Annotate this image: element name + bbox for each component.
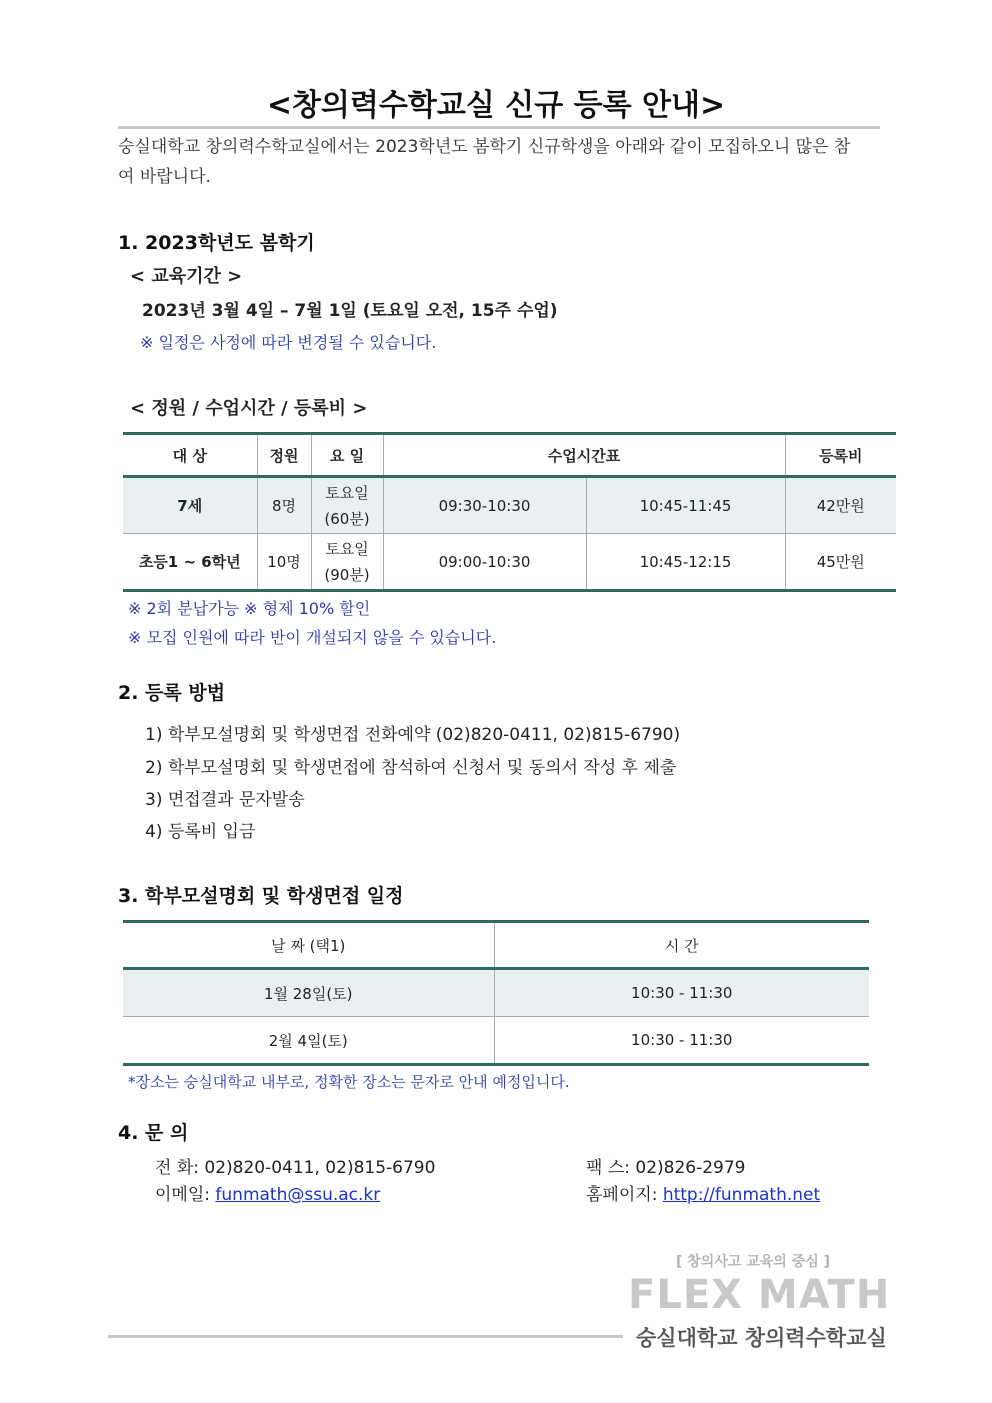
- header-target: 대 상: [123, 434, 257, 477]
- fax-value: 02)826-2979: [635, 1158, 746, 1178]
- cell-date: 2월 4일(토): [123, 1017, 494, 1065]
- fax-row: [586, 1153, 746, 1178]
- cell-fee: 42만원: [785, 477, 896, 534]
- cell-capacity: 8명: [257, 477, 311, 534]
- duration-text: (90분): [324, 565, 370, 584]
- phone-row: [155, 1153, 435, 1178]
- day-text: 토요일: [325, 483, 369, 502]
- interview-table: [123, 920, 869, 1066]
- phone-value: 02)820-0411, 02)815-6790: [204, 1158, 436, 1178]
- table-row: [123, 1017, 869, 1065]
- schedule-table: [123, 432, 896, 592]
- phone-label: 전 화:: [155, 1158, 199, 1178]
- day-text: 토요일: [325, 539, 369, 558]
- homepage-label: 홈페이지:: [586, 1185, 658, 1205]
- step-item: 3) 면접결과 문자발송: [145, 790, 305, 810]
- period-text: 2023년 3월 4일 – 7월 1일 (토요일 오전, 15주 수업): [142, 301, 558, 321]
- step-item: 4) 등록비 입금: [145, 822, 256, 842]
- step-item: 2) 학부모설명회 및 학생면접에 참석하여 신청서 및 동의서 작성 후 제출: [145, 758, 677, 778]
- duration-text: (60분): [324, 509, 370, 528]
- header-time: 시 간: [494, 922, 869, 969]
- header-timetable: 수업시간표: [383, 434, 785, 477]
- homepage-link[interactable]: http://funmath.net: [662, 1185, 821, 1205]
- cell-date: 1월 28일(토): [123, 969, 494, 1017]
- intro-paragraph: 숭실대학교 창의력수학교실에서는 2023학년도 봄학기 신규학생을 아래와 같이 모집하오니 많은 참여 바랍니다.: [118, 137, 851, 187]
- cell-target: 초등1 ~ 6학년: [123, 534, 257, 591]
- logo-brand: FLEX MATH: [628, 1272, 891, 1318]
- footer-divider: [108, 1335, 623, 1338]
- period-note: ※ 일정은 사정에 따라 변경될 수 있습니다.: [140, 333, 437, 352]
- email-link[interactable]: funmath@ssu.ac.kr: [215, 1185, 381, 1205]
- location-note: *장소는 숭실대학교 내부로, 정확한 장소는 문자로 안내 예정입니다.: [128, 1073, 570, 1091]
- section4-heading: 4. 문 의: [118, 1122, 189, 1144]
- cell-day: [311, 534, 383, 591]
- cell-time2: 10:45-12:15: [586, 534, 785, 591]
- logo-org: 숭실대학교 창의력수학교실: [636, 1326, 887, 1350]
- cell-day: [311, 477, 383, 534]
- email-label: 이메일:: [155, 1185, 210, 1205]
- title-divider: [118, 126, 880, 129]
- homepage-row: [586, 1180, 820, 1205]
- header-capacity: 정원: [257, 434, 311, 477]
- fax-label: 팩 스:: [586, 1158, 630, 1178]
- cell-time: 10:30 - 11:30: [494, 969, 869, 1017]
- section2-heading: 2. 등록 방법: [118, 682, 226, 704]
- capacity-label: < 정원 / 수업시간 / 등록비 >: [130, 398, 368, 419]
- email-row: [155, 1180, 380, 1205]
- logo-tagline: [ 창의사고 교육의 중심 ]: [676, 1254, 831, 1270]
- cell-time: 10:30 - 11:30: [494, 1017, 869, 1065]
- header-fee: 등록비: [785, 434, 896, 477]
- discount-note: ※ 2회 분납가능 ※ 형제 10% 할인: [128, 599, 371, 618]
- cell-time1: 09:00-10:30: [383, 534, 586, 591]
- step-item: 1) 학부모설명회 및 학생면접 전화예약 (02)820-0411, 02)815-6790): [145, 725, 681, 745]
- header-day: 요 일: [311, 434, 383, 477]
- class-note: ※ 모집 인원에 따라 반이 개설되지 않을 수 있습니다.: [128, 628, 497, 647]
- header-date: 날 짜 (택1): [123, 922, 494, 969]
- cell-target: 7세: [123, 477, 257, 534]
- table-row: [123, 534, 896, 591]
- section3-heading: 3. 학부모설명회 및 학생면접 일정: [118, 885, 404, 907]
- table-row: [123, 477, 896, 534]
- table-row: [123, 969, 869, 1017]
- period-label: < 교육기간 >: [130, 266, 243, 287]
- cell-time2: 10:45-11:45: [586, 477, 785, 534]
- section1-heading: 1. 2023학년도 봄학기: [118, 232, 315, 254]
- cell-fee: 45만원: [785, 534, 896, 591]
- cell-capacity: 10명: [257, 534, 311, 591]
- cell-time1: 09:30-10:30: [383, 477, 586, 534]
- page-title: <창의력수학교실 신규 등록 안내>: [266, 88, 726, 123]
